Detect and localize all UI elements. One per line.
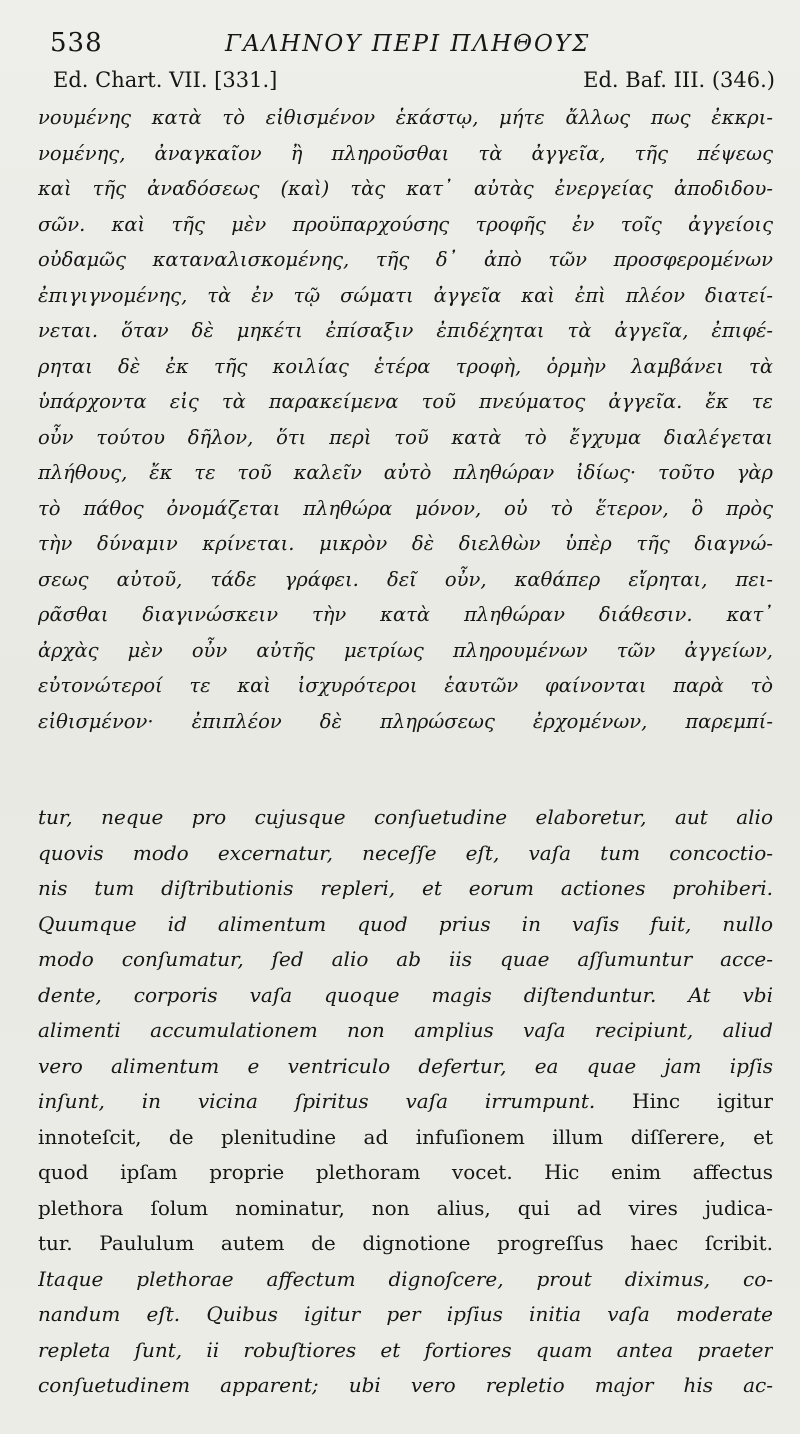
latin-text-line (38, 1084, 773, 1120)
greek-text-line: τὸ πάθος ὀνομάζεται πληθώρα μόνον, οὐ τὸ ἕτερον, ὃ πρὸς (38, 496, 773, 520)
italic-text-span: dente, corporis vaſa quoque magis diſtenduntur. At vbi (38, 982, 773, 1007)
greek-text-line: εὐτονώτεροί τε καὶ ἰσχυρότεροι ἑαυτῶν φαίνονται παρὰ τὸ (38, 674, 773, 697)
italic-text-span: alimenti accumulationem non amplius vaſa recipiunt, aliud (38, 1018, 773, 1042)
italic-text-span: quovis modo excernatur, neceſſe eſt, vaſa tum concoctio- (38, 840, 773, 865)
italic-text-span: inſunt, in vicina ſpiritus vaſa irrumpunt. (38, 1089, 633, 1113)
latin-text-line (38, 1049, 773, 1085)
latin-text-line (38, 1120, 773, 1156)
greek-text-line: νομένης, ἀναγκαῖον ἢ πληροῦσθαι τὰ ἀγγεῖα, τῆς πέψεως (38, 141, 773, 165)
greek-text-line: οὐδαμῶς καταναλισκομένης, τῆς δ᾽ ἀπὸ τῶν προσφερομένων (38, 248, 773, 271)
latin-text-line (38, 1013, 773, 1049)
edition-reference-line (45, 68, 775, 98)
greek-text-block (38, 100, 773, 739)
greek-text-line: εἰθισμένον· ἐπιπλέον δὲ πληρώσεως ἐρχομένων, παρεμπί- (38, 709, 773, 733)
latin-text-line (38, 836, 773, 872)
roman-text-span: tur. Paululum autem de dignotione progreſſus haec ſcribit. (38, 1231, 773, 1255)
running-head (45, 24, 775, 64)
greek-text-line: σεως αὐτοῦ, τάδε γράφει. δεῖ οὖν, καθάπερ εἴρηται, πει- (38, 567, 773, 591)
greek-text-line: ἀρχὰς μὲν οὖν αὐτῆς μετρίως πληρουμένων τῶν ἀγγείων, (38, 638, 773, 662)
italic-text-span: tur, neque pro cujusque conſuetudine elaboretur, aut alio (38, 805, 773, 829)
latin-text-line (38, 1191, 773, 1227)
greek-text-line: ὑπάρχοντα εἰς τὰ παρακείμενα τοῦ πνεύματος ἀγγεῖα. ἔκ τε (38, 390, 773, 413)
greek-text-line: τὴν δύναμιν κρίνεται. μικρὸν δὲ διελθὼν ὑπὲρ τῆς διαγνώ- (38, 532, 773, 555)
latin-text-line (38, 907, 773, 943)
page-title: ΓΑΛΗΝΟΥ ΠΕΡΙ ΠΛΗΘΟΥΣ (225, 31, 591, 57)
latin-text-line (38, 1226, 773, 1262)
latin-text-block (38, 800, 773, 1404)
italic-text-span: modo conſumatur, ſed alio ab iis quae aſſumuntur acce- (38, 947, 773, 971)
greek-text-line: ρηται δὲ ἐκ τῆς κοιλίας ἑτέρα τροφὴ, ὁρμὴν λαμβάνει τὰ (38, 354, 773, 378)
italic-text-span: nandum eſt. Quibus igitur per ipſius initia vaſa moderate (38, 1302, 773, 1326)
greek-text-line: ρᾶσθαι διαγινώσκειν τὴν κατὰ πληθώραν διάθεσιν. κατ᾽ (38, 603, 773, 626)
latin-text-line (38, 1368, 773, 1404)
latin-text-line (38, 1297, 773, 1333)
italic-text-span: repleta ſunt, ii robuſtiores et fortiores quam antea praeter (38, 1337, 773, 1362)
italic-text-span: nis tum diſtributionis repleri, et eorum actiones prohiberi. (38, 876, 773, 900)
italic-text-span: Itaque plethorae affectum dignoſcere, prout diximus, co- (38, 1266, 773, 1291)
roman-text-span: quod ipſam proprie plethoram vocet. Hic enim affectus (38, 1160, 773, 1184)
greek-text-line: νεται. ὅταν δὲ μηκέτι ἐπίσαξιν ἐπιδέχηται τὰ ἀγγεῖα, ἐπιφέ- (38, 319, 773, 342)
roman-text-span: Hinc igitur (632, 1089, 773, 1113)
roman-text-span: plethora ſolum nominatur, non alius, qui ad vires judica- (38, 1195, 773, 1220)
greek-text-line: πλήθους, ἔκ τε τοῦ καλεῖν αὐτὸ πληθώραν ἰδίως· τοῦτο γὰρ (38, 461, 773, 484)
latin-text-line (38, 942, 773, 978)
greek-text-line: ἐπιγιγνομένης, τὰ ἐν τῷ σώματι ἀγγεῖα καὶ ἐπὶ πλέον διατεί- (38, 283, 773, 307)
page-number: 538 (50, 28, 103, 58)
latin-text-line (38, 871, 773, 907)
latin-text-line (38, 1155, 773, 1191)
latin-text-line (38, 800, 773, 836)
greek-text-line: οὖν τούτου δῆλον, ὅτι περὶ τοῦ κατὰ τὸ ἔγχυμα διαλέγεται (38, 425, 773, 449)
italic-text-span: Quumque id alimentum quod prius in vaſis fuit, nullo (38, 911, 773, 936)
edition-reference-right: Ed. Baf. III. (346.) (583, 68, 775, 92)
italic-text-span: vero alimentum e ventriculo defertur, ea quae jam ipſis (38, 1053, 773, 1078)
italic-text-span: conſuetudinem apparent; ubi vero repletio major his ac- (38, 1373, 773, 1397)
greek-text-line: καὶ τῆς ἀναδόσεως (καὶ) τὰς κατ᾽ αὐτὰς ἐνεργείας ἀποδιδου- (38, 177, 773, 200)
latin-text-line (38, 978, 773, 1014)
edition-reference-left: Ed. Chart. VII. [331.] (53, 68, 278, 92)
roman-text-span: innoteſcit, de plenitudine ad infuſionem illum diſſerere, et (38, 1124, 773, 1149)
greek-text-line: σῶν. καὶ τῆς μὲν προϋπαρχούσης τροφῆς ἐν τοῖς ἀγγείοις (38, 212, 773, 236)
latin-text-line (38, 1262, 773, 1298)
latin-text-line (38, 1333, 773, 1369)
greek-text-line: νουμένης κατὰ τὸ εἰθισμένον ἑκάστῳ, μήτε ἄλλως πως ἐκκρι- (38, 106, 773, 129)
